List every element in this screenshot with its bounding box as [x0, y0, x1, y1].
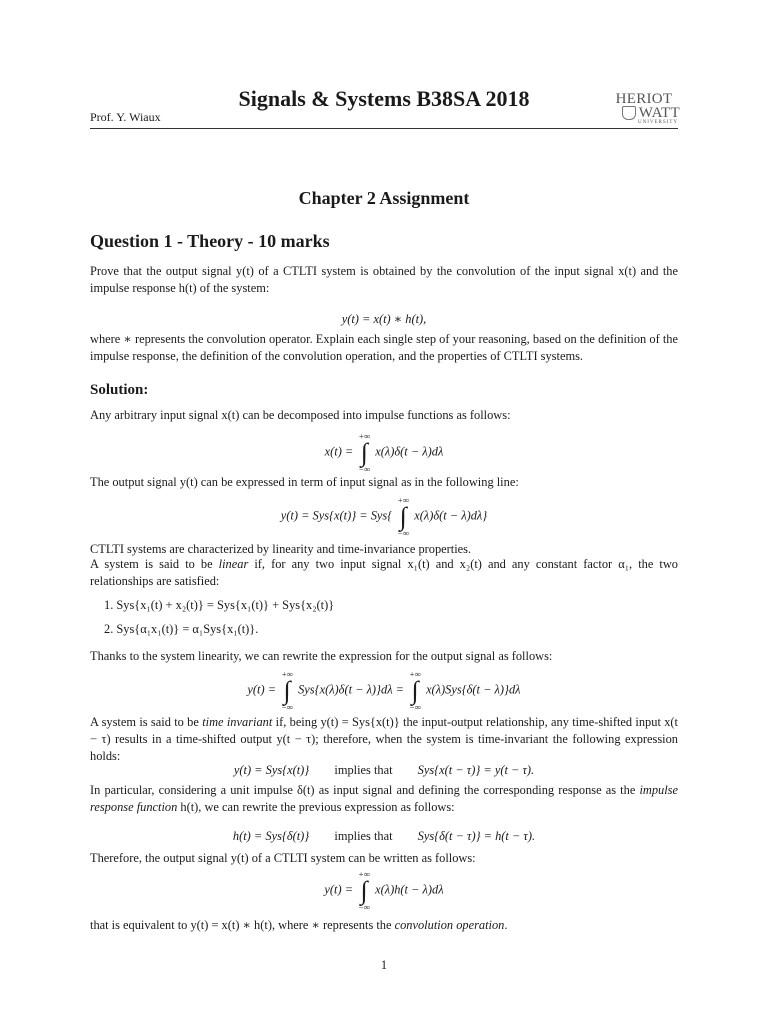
equation-convolution-integral: y(t) = +∞ ∫ −∞ x(λ)h(t − λ)dλ: [324, 869, 444, 912]
page-number: 1: [380, 958, 388, 972]
solution-sentence-7: In particular, considering a unit impulse δ(t) as input signal and defining the corresponding response as the impulse response function h(t), we can rewrite the previous expression as follows:: [90, 783, 678, 814]
header-divider: [90, 128, 678, 129]
equation-impulse-response: h(t) = Sys{δ(t)} implies that Sys{δ(t − τ)} = h(t − τ).: [232, 829, 536, 843]
logo-line-3: UNIVERSITY: [638, 120, 678, 125]
term-linear: linear: [218, 557, 249, 571]
author-name: Prof. Y. Wiaux: [90, 110, 161, 124]
question-paragraph-2: where ∗ represents the convolution operator. Explain each single step of your reasoning, based on the definition of the impulse response, the definition of the convolution operation, and the properties of CTLTI systems.: [90, 332, 678, 363]
solution-sentence-3: CTLTI systems are characterized by linearity and time-invariance properties.: [90, 542, 472, 556]
solution-sentence-5: Thanks to the system linearity, we can rewrite the expression for the output signal as follows:: [90, 649, 553, 663]
chapter-title: Chapter 2 Assignment: [298, 188, 470, 208]
solution-sentence-8: Therefore, the output signal y(t) of a CTLTI system can be written as follows:: [90, 851, 476, 865]
integral-symbol: +∞ ∫ −∞: [358, 869, 370, 912]
document-title: Signals & Systems B38SA 2018: [238, 86, 530, 111]
solution-sentence-1: Any arbitrary input signal x(t) can be decomposed into impulse functions as follows:: [90, 408, 511, 422]
question-heading: Question 1 - Theory - 10 marks: [90, 231, 330, 251]
university-logo: [608, 93, 680, 126]
equation-convolution: y(t) = x(t) ∗ h(t),: [341, 312, 427, 326]
solution-sentence-4: A system is said to be linear if, for any two input signal x₁(t) and x₂(t) and any constant factor α₁, the two relationships are satisfied:: [90, 557, 678, 588]
solution-heading: Solution:: [90, 382, 149, 398]
integral-symbol: +∞ ∫ −∞: [281, 669, 293, 712]
linearity-list-item-2: 2. Sys{α₁x₁(t)} = α₁Sys{x₁(t)}.: [104, 622, 259, 636]
integral-symbol: +∞ ∫ −∞: [358, 431, 371, 474]
integral-symbol: +∞ ∫ −∞: [409, 669, 421, 712]
equation-time-invariance: y(t) = Sys{x(t)} implies that Sys{x(t − τ)} = y(t − τ).: [233, 763, 535, 777]
crest-icon: [622, 106, 636, 120]
integral-symbol: +∞ ∫ −∞: [397, 495, 410, 538]
term-convolution-operation: convolution operation: [394, 918, 505, 932]
solution-sentence-6: A system is said to be time invariant if, being y(t) = Sys{x(t)} the input-output relationship, any time-shifted input x(t − τ) results in a time-shifted output y(t − τ); therefore, when the system is time-invariant the following expression holds:: [90, 715, 678, 763]
equation-output: y(t) = Sys{x(t)} = Sys{ +∞ ∫ −∞ x(λ)δ(t − λ)dλ}: [280, 495, 488, 538]
linearity-list-item-1: 1. Sys{x₁(t) + x₂(t)} = Sys{x₁(t)} + Sys{x₂(t)}: [104, 598, 335, 612]
logo-line-1: HERIOT: [615, 91, 673, 107]
term-time-invariant: time invariant: [202, 715, 273, 729]
term-impulse-response: impulse response function: [90, 783, 678, 814]
equation-linearity: y(t) = +∞ ∫ −∞ Sys{x(λ)δ(t − λ)}dλ = +∞ ∫ −∞ x(λ)Sys{δ(t − λ)}dλ: [247, 669, 521, 712]
equation-decomposition: x(t) = +∞ ∫ −∞ x(λ)δ(t − λ)dλ: [324, 431, 444, 474]
logo-line-2: WATT: [638, 105, 680, 121]
solution-sentence-9: that is equivalent to y(t) = x(t) ∗ h(t), where ∗ represents the convolution operation.: [90, 918, 508, 932]
solution-sentence-2: The output signal y(t) can be expressed in term of input signal as in the following line:: [90, 475, 519, 489]
question-paragraph-1: Prove that the output signal y(t) of a CTLTI system is obtained by the convolution of the input signal x(t) and the impulse response h(t) of the system:: [90, 264, 678, 295]
